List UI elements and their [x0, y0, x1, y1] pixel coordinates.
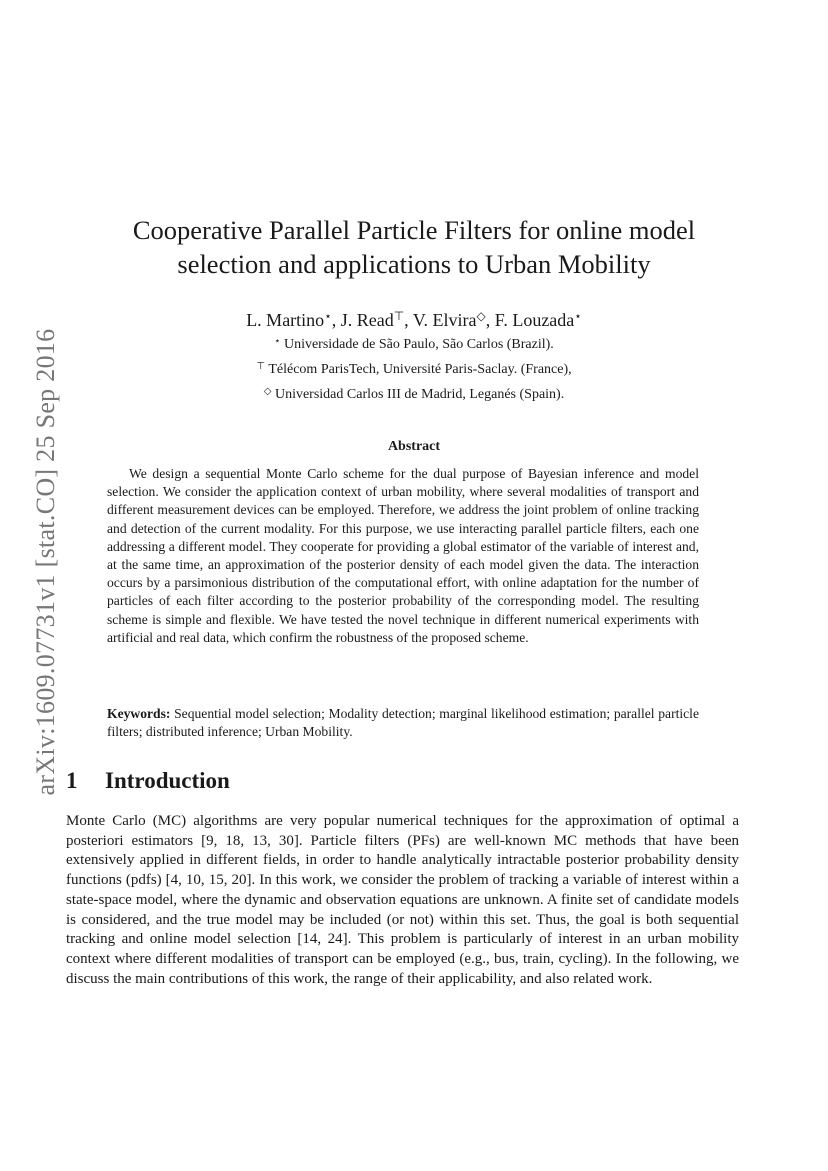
affiliation-mark: ◇	[263, 386, 272, 397]
author-name: V. Elvira	[412, 310, 477, 330]
author-list: L. Martino⋆, J. Read⊤, V. Elvira◇, F. Louzada⋆	[246, 309, 582, 330]
affiliation-text: Universidade de São Paulo, São Carlos (Brazil).	[283, 337, 554, 352]
author-affiliation-mark: ⊤	[393, 309, 405, 323]
arxiv-identifier-stamp: arXiv:1609.07731v1 [stat.CO] 25 Sep 2016	[31, 328, 60, 796]
introduction-paragraph: Monte Carlo (MC) algorithms are very popular numerical techniques for the approximation of optimal a posteriori estimators [9, 18, 13, 30]. Particle filters (PFs) are well-known MC methods that have been extensively applied in different fields, in order to handle analytically intractable posterior probability density functions (pdfs) [4, 10, 15, 20]. In this work, we consider the problem of tracking a variable of interest within a state-space model, where the dynamic and observation equations are unknown. A finite set of candidate models is considered, and the true model may be included (or not) within this set. Thus, the goal is both sequential tracking and online model selection [14, 24]. This problem is particularly of interest in an urban mobility context where different modalities of transport can be employed (e.g., bus, train, cycling). In the following, we discuss the main contributions of this work, the range of their applicability, and also related work.	[66, 813, 739, 987]
affiliation-text: Télécom ParisTech, Université Paris-Saclay. (France),	[268, 362, 572, 377]
section-title: Introduction	[105, 768, 230, 793]
affiliation-mark: ⋆	[274, 336, 281, 347]
affiliation-list	[90, 331, 738, 406]
author-name: J. Read	[340, 310, 394, 330]
author-affiliation-mark: ◇	[476, 309, 486, 323]
affiliation-item	[90, 331, 738, 356]
affiliation-text: Universidad Carlos III de Madrid, Leganés (Spain).	[274, 387, 565, 402]
keywords-text: Sequential model selection; Modality detection; marginal likelihood estimation; parallel particle filters; distributed inference; Urban Mobility.	[107, 706, 699, 740]
author-name: F. Louzada	[494, 310, 575, 330]
paper-title	[90, 213, 738, 281]
keywords-label: Keywords:	[107, 706, 171, 721]
author-name: L. Martino	[246, 310, 325, 330]
section-number: 1	[66, 768, 78, 793]
affiliation-item	[90, 356, 738, 381]
keywords-paragraph	[107, 705, 699, 741]
section-heading-introduction	[66, 768, 230, 794]
paper-title-line-2: selection and applications to Urban Mobility	[177, 249, 651, 279]
author-affiliation-mark: ⋆	[574, 309, 582, 323]
abstract-heading: Abstract	[387, 439, 441, 454]
paper-title-line-1: Cooperative Parallel Particle Filters for online model	[132, 215, 696, 245]
affiliation-item	[90, 381, 738, 406]
abstract-text: We design a sequential Monte Carlo scheme for the dual purpose of Bayesian inference and model selection. We consider the application context of urban mobility, where several modalities of transport and different measurement devices can be employed. Therefore, we address the joint problem of online tracking and detection of the current modality. For this purpose, we use interacting parallel particle filters, each one addressing a different model. They cooperate for providing a global estimator of the variable of interest and, at the same time, an approximation of the posterior density of each model given the data. The interaction occurs by a parsimonious distribution of the computational effort, with online adaptation for the number of particles of each filter according to the posterior probability of the corresponding model. The resulting scheme is simple and flexible. We have tested the novel technique in different numerical experiments with artificial and real data, which confirm the robustness of the proposed scheme.	[107, 466, 699, 645]
author-affiliation-mark: ⋆	[324, 309, 332, 323]
affiliation-mark: ⊤	[256, 361, 266, 372]
